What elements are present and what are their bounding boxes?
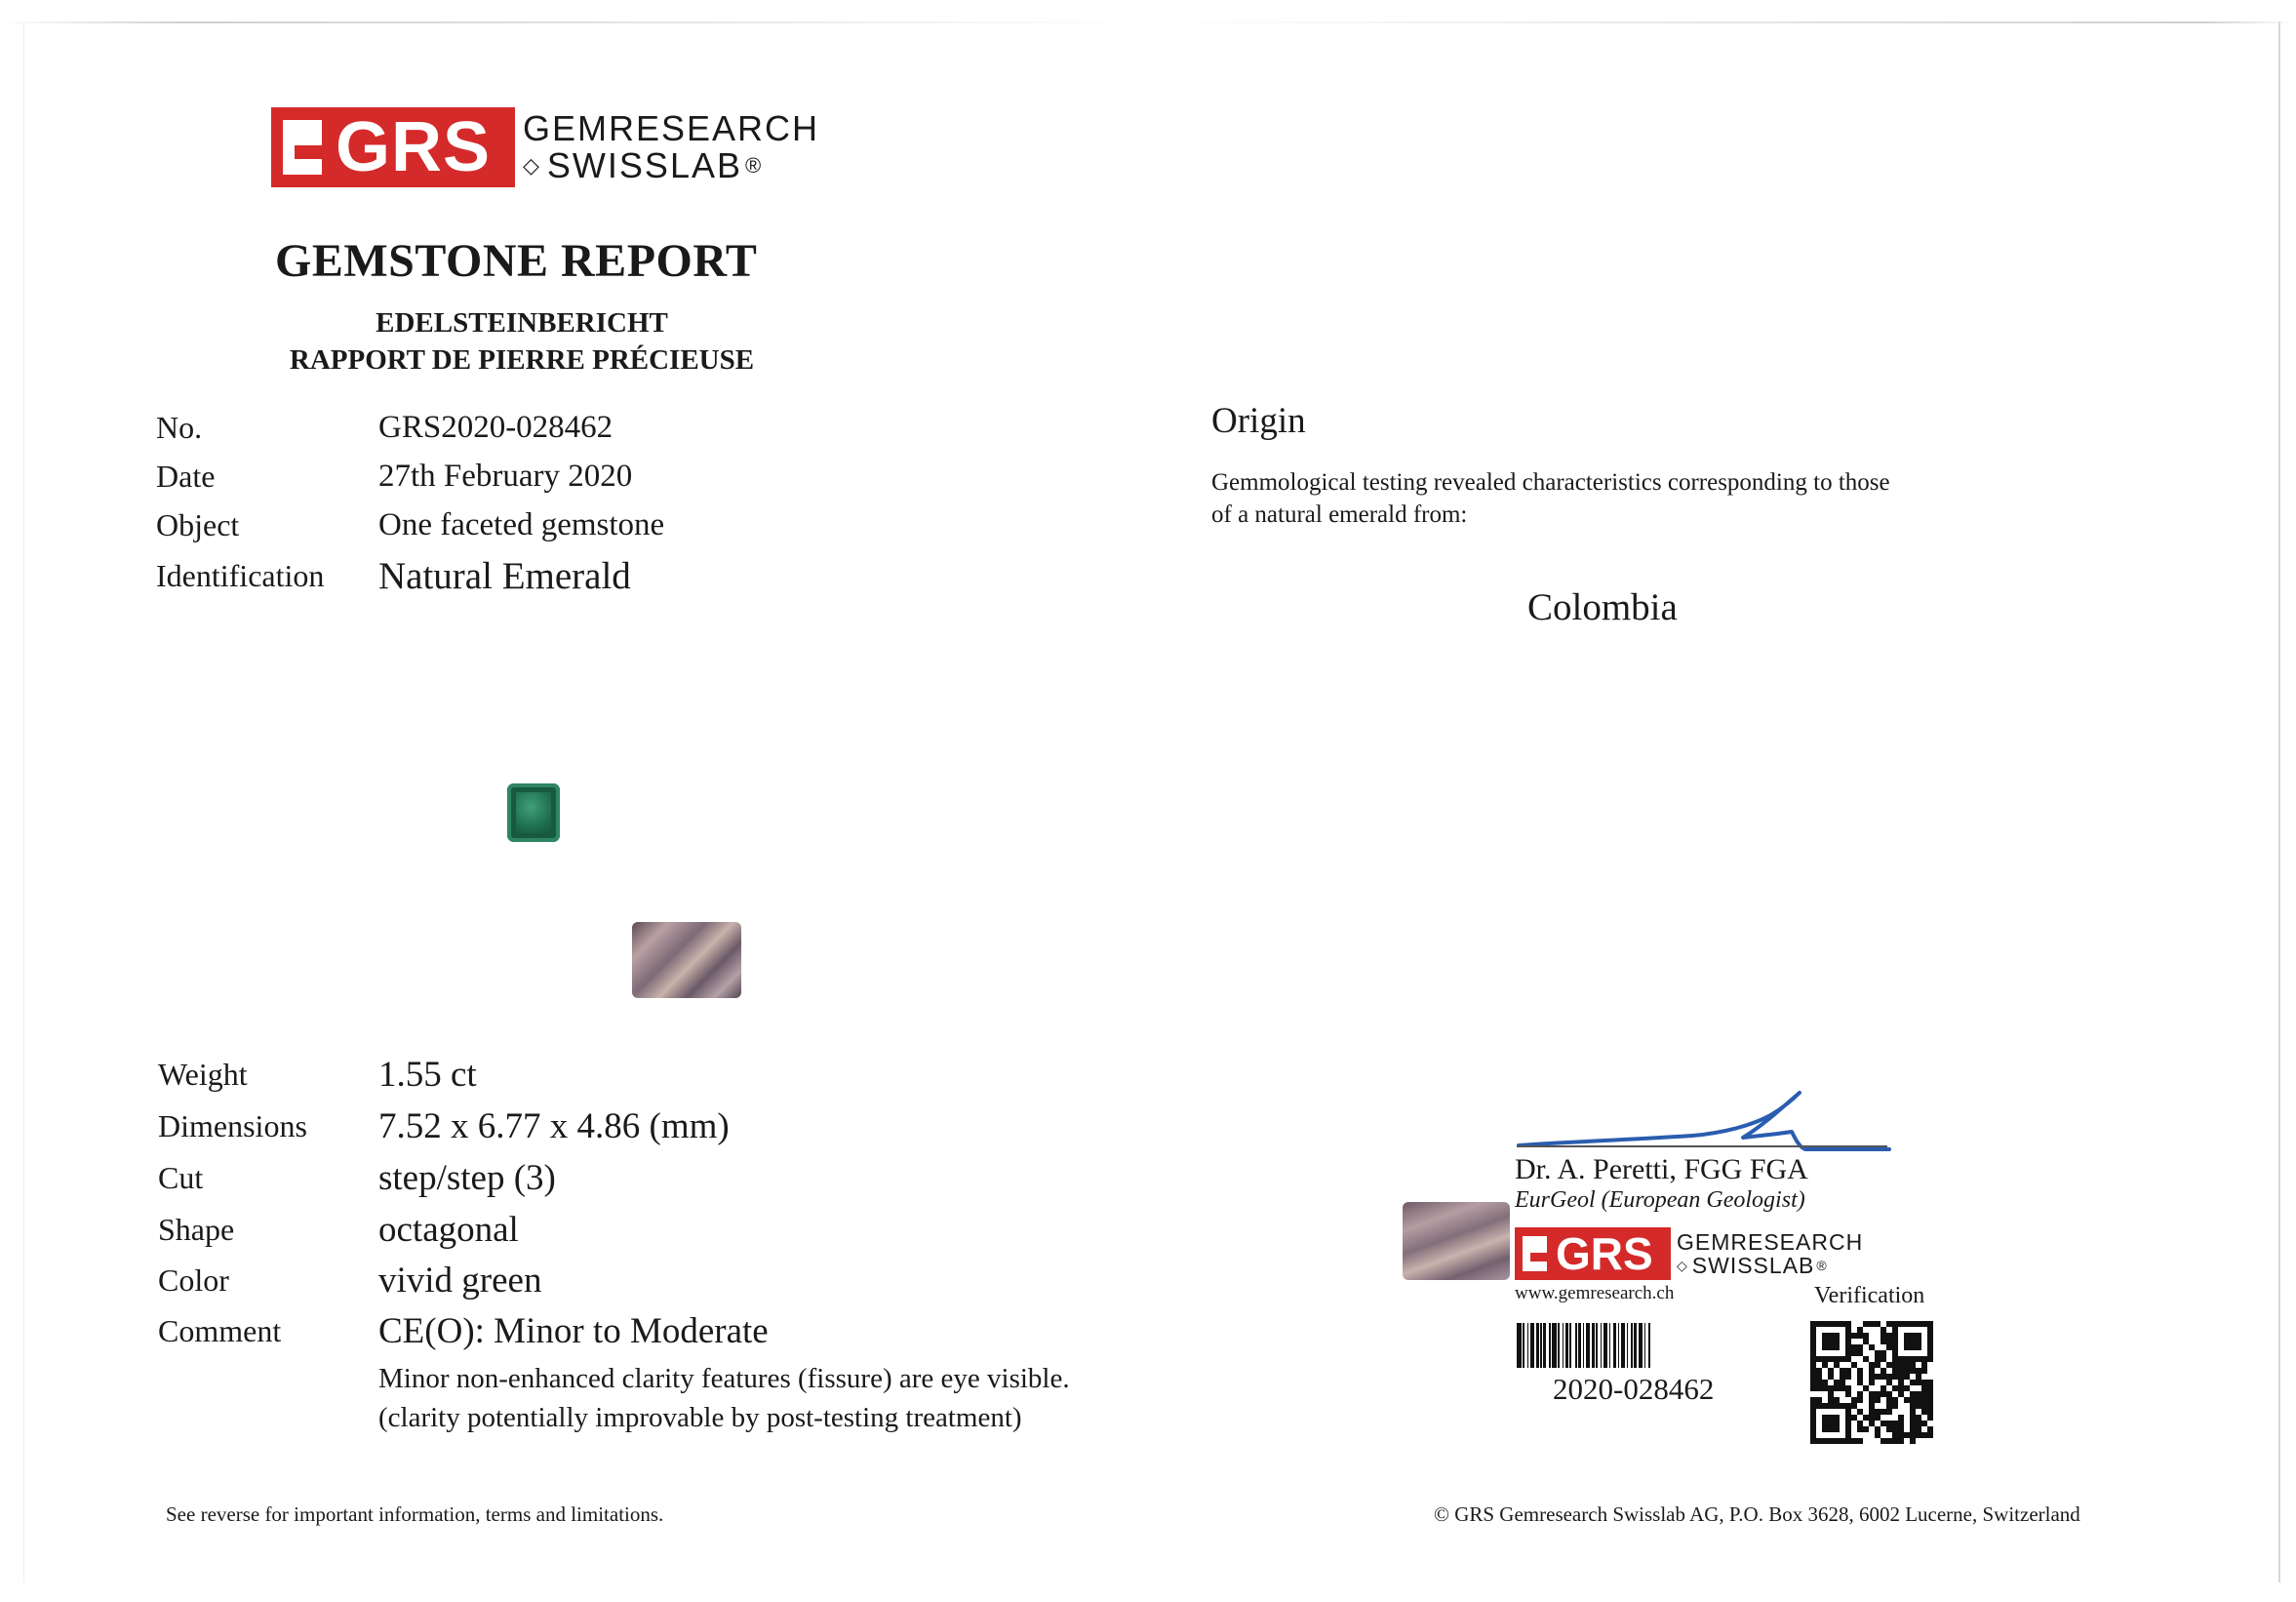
footer-left: See reverse for important information, terms and limitations.: [166, 1502, 664, 1526]
logo-small-line1: GEMRESEARCH: [1677, 1228, 1864, 1255]
subtitle-fr: RAPPORT DE PIERRE PRÉCIEUSE: [289, 344, 755, 376]
registered-small-mark: ®: [1816, 1257, 1828, 1273]
label-identification: Identification: [156, 558, 325, 593]
value-object: One faceted gemstone: [378, 507, 665, 542]
swiss-cross-icon: [283, 120, 322, 175]
grs-logo-small-text: [1677, 1230, 1863, 1277]
value-date: 27th February 2020: [378, 459, 633, 494]
hologram-seal: [632, 922, 741, 998]
label-shape: Shape: [158, 1212, 235, 1247]
label-date: Date: [156, 459, 216, 494]
swiss-cross-small-icon: [1523, 1236, 1547, 1271]
value-shape: octagonal: [378, 1210, 519, 1250]
label-color: Color: [158, 1262, 229, 1298]
logo-small-line2-row: [1677, 1254, 1863, 1277]
grs-logo: [271, 107, 819, 187]
comment-note-2: (clarity potentially improvable by post-testing treatment): [378, 1402, 1022, 1433]
barcode-number: 2020-028462: [1553, 1372, 1715, 1406]
signatory-name: Dr. A. Peretti, FGG FGA: [1515, 1153, 1808, 1185]
logo-small-line2: SWISSLAB: [1691, 1253, 1815, 1278]
page-edge-left: [23, 21, 24, 1582]
grs-logo-small-letters: GRS: [1556, 1228, 1653, 1279]
diamond-icon: ◇: [523, 153, 541, 179]
logo-line1: GEMRESEARCH: [523, 108, 820, 149]
grs-logo-text: [523, 110, 819, 184]
comment-note-1: Minor non-enhanced clarity features (fissure) are eye visible.: [378, 1363, 1070, 1394]
page-edge-right: [2278, 21, 2280, 1582]
label-weight: Weight: [158, 1057, 248, 1092]
barcode: [1517, 1323, 1762, 1368]
logo-line2: SWISSLAB: [546, 145, 742, 185]
value-dimensions: 7.52 x 6.77 x 4.86 (mm): [378, 1106, 730, 1146]
verification-label: Verification: [1814, 1283, 1925, 1308]
qr-module: [1927, 1438, 1933, 1444]
value-color: vivid green: [378, 1261, 542, 1301]
logo-line2-row: [523, 147, 819, 184]
report-subtitles: [234, 304, 810, 379]
value-identification: Natural Emerald: [378, 555, 631, 597]
hologram-seal-2: [1403, 1202, 1510, 1280]
origin-text-2: of a natural emerald from:: [1211, 501, 1468, 528]
website: www.gemresearch.ch: [1515, 1283, 1675, 1303]
value-no: GRS2020-028462: [378, 410, 614, 445]
label-comment: Comment: [158, 1313, 282, 1348]
label-cut: Cut: [158, 1160, 204, 1195]
label-dimensions: Dimensions: [158, 1108, 307, 1143]
value-weight: 1.55 ct: [378, 1055, 477, 1095]
report-title: GEMSTONE REPORT: [275, 235, 758, 287]
origin-text-1: Gemmological testing revealed characteristics corresponding to those: [1211, 469, 1890, 496]
value-comment: CE(O): Minor to Moderate: [378, 1311, 769, 1351]
subtitle-de: EDELSTEINBERICHT: [376, 307, 668, 339]
grs-logo-small-box: [1515, 1227, 1671, 1280]
origin-country: Colombia: [1527, 586, 1678, 628]
signature-line: [1517, 1145, 1887, 1147]
grs-logo-box: [271, 107, 515, 187]
footer-right: © GRS Gemresearch Swisslab AG, P.O. Box 3628, 6002 Lucerne, Switzerland: [1434, 1502, 2080, 1526]
gemstone-photo: [507, 783, 560, 842]
label-no: No.: [156, 410, 203, 445]
value-cut: step/step (3): [378, 1158, 556, 1198]
registered-mark: ®: [744, 153, 764, 179]
label-object: Object: [156, 507, 240, 542]
page-edge-top: [0, 21, 2296, 23]
signatory-title: EurGeol (European Geologist): [1515, 1187, 1805, 1213]
grs-logo-letters: GRS: [336, 108, 492, 186]
barcode-gap: [1650, 1323, 1652, 1368]
verification-qr-code[interactable]: [1810, 1321, 1933, 1444]
origin-heading: Origin: [1211, 401, 1306, 441]
diamond-small-icon: ◇: [1677, 1257, 1688, 1273]
grs-logo-small: [1515, 1227, 1863, 1280]
